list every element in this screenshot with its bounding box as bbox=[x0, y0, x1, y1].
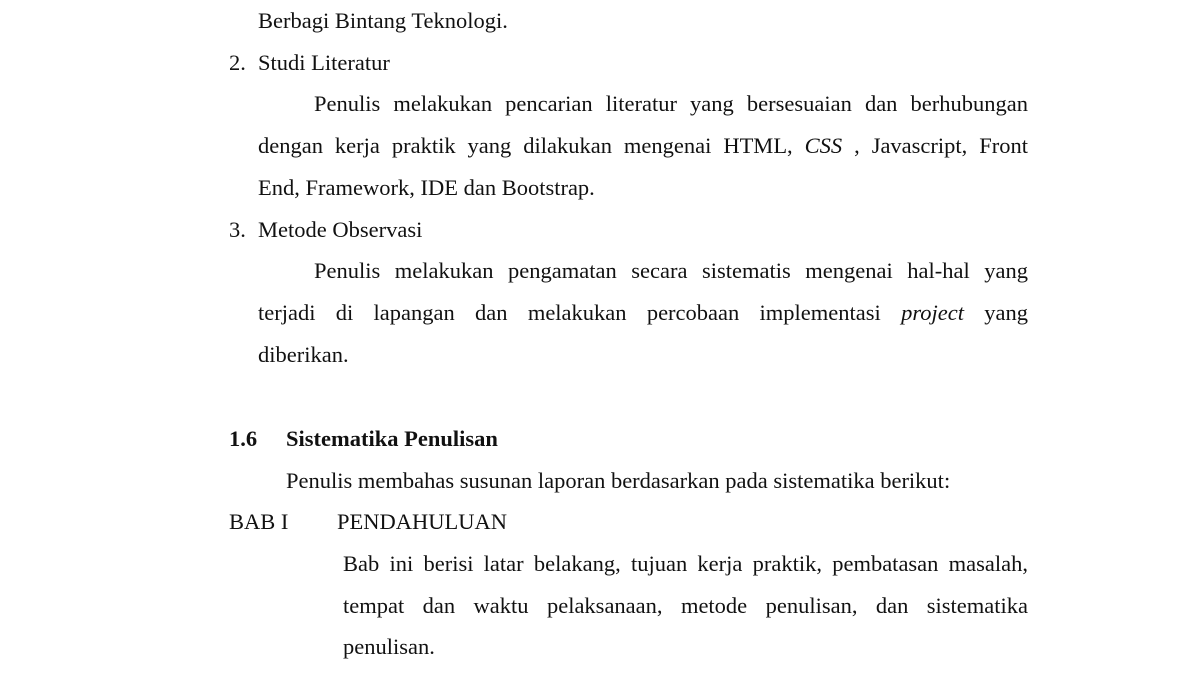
paragraph-line: Penulis melakukan pencarian literatur yang bersesuaian dan berhubungan bbox=[314, 91, 1028, 116]
chapter-desc-line: Bab ini berisi latar belakang, tujuan kerja praktik, pembatasan masalah, bbox=[343, 551, 1028, 576]
chapter-desc-line: tempat dan waktu pelaksanaan, metode penulisan, dan sistematika bbox=[343, 593, 1028, 618]
list-number-2: 2. bbox=[229, 50, 246, 75]
paragraph-line: dengan kerja praktik yang dilakukan mengenai HTML, CSS , Javascript, Front bbox=[258, 133, 1028, 158]
section-title: Sistematika Penulisan bbox=[286, 426, 498, 451]
paragraph-line: End, Framework, IDE dan Bootstrap. bbox=[258, 175, 595, 200]
paragraph-line: Penulis melakukan pengamatan secara sistematis mengenai hal-hal yang bbox=[314, 258, 1028, 283]
paragraph-line: terjadi di lapangan dan melakukan percobaan implementasi project yang bbox=[258, 300, 1028, 325]
chapter-label: BAB I bbox=[229, 509, 289, 534]
chapter-title: PENDAHULUAN bbox=[337, 509, 507, 534]
list-number-3: 3. bbox=[229, 217, 246, 242]
italic-term: project bbox=[901, 300, 964, 325]
list-title-studi-literatur: Studi Literatur bbox=[258, 50, 390, 75]
list-title-metode-observasi: Metode Observasi bbox=[258, 217, 423, 242]
italic-term: CSS bbox=[804, 133, 843, 158]
section-number: 1.6 bbox=[229, 426, 258, 451]
chapter-desc-line: penulisan. bbox=[343, 634, 435, 659]
section-intro: Penulis membahas susunan laporan berdasarkan pada sistematika berikut: bbox=[286, 468, 951, 493]
continuation-text: Berbagi Bintang Teknologi. bbox=[258, 8, 508, 33]
paragraph-line: diberikan. bbox=[258, 342, 349, 367]
